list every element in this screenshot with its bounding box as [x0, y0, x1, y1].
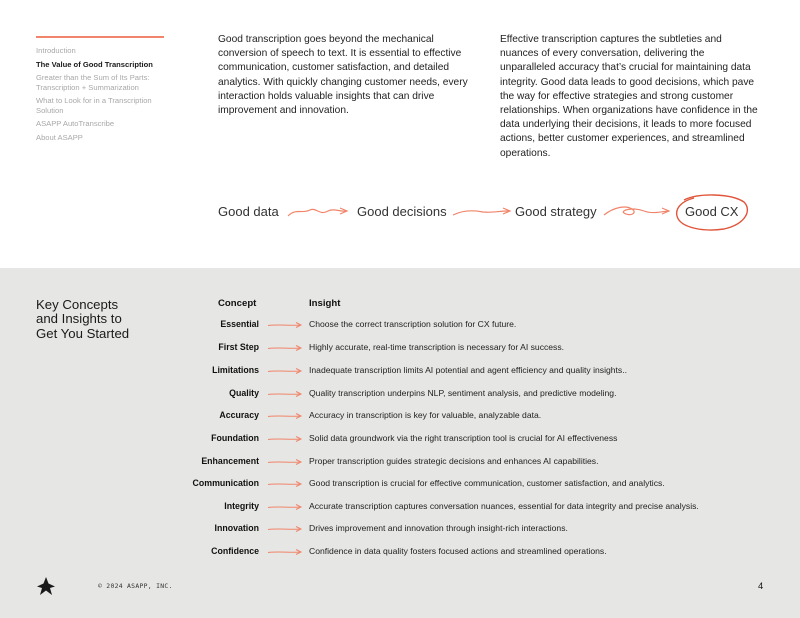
asapp-logo-icon — [36, 576, 56, 596]
concept-cell: Limitations — [212, 365, 259, 375]
flow-arrow-3-icon — [602, 201, 672, 221]
row-arrow-icon — [267, 480, 303, 488]
row-arrow-icon — [267, 367, 303, 375]
table-row — [0, 410, 800, 428]
flow-step-good-cx: Good CX — [685, 204, 739, 219]
row-arrow-icon — [267, 321, 303, 329]
row-arrow-icon — [267, 435, 303, 443]
concept-cell: Essential — [220, 319, 259, 329]
insight-cell: Confidence in data quality fosters focused actions and streamlined operations. — [309, 546, 607, 556]
concept-cell: Accuracy — [219, 410, 259, 420]
concept-cell: Communication — [192, 478, 259, 488]
insight-header-label: Insight — [309, 298, 341, 309]
intro-paragraph-1: Good transcription goes beyond the mechanical conversion of speech to text. It is essential to effective communication, customer satisfaction, and detailed analytics. With quickly changing customer needs, every interaction holds valuable insights that can drive improvement and innovation. — [218, 34, 468, 117]
table-row — [0, 342, 800, 360]
insight-column-header — [309, 298, 340, 309]
flow-arrow-2-icon — [451, 204, 513, 220]
sidebar-item-greater-than-sum[interactable]: Greater than the Sum of Its Parts: Transcription + Summarization — [36, 73, 150, 92]
row-arrow-icon — [267, 503, 303, 511]
table-row — [0, 433, 800, 451]
concept-cell: First Step — [218, 342, 259, 352]
table-row — [0, 319, 800, 337]
copyright-text: © 2024 ASAPP, INC. — [98, 582, 173, 590]
row-arrow-icon — [267, 525, 303, 533]
sidebar-item-value-of-good-transcription[interactable]: The Value of Good Transcription — [36, 59, 153, 69]
key-concepts-title-line-3: Get You Started — [36, 325, 130, 341]
sidebar-item-autotranscribe[interactable]: ASAPP AutoTranscribe — [36, 119, 115, 128]
flow-step-good-data: Good data — [218, 204, 279, 219]
concept-cell: Enhancement — [201, 456, 259, 466]
insight-cell: Accurate transcription captures conversation nuances, essential for data integrity and precise analysis. — [309, 501, 699, 511]
intro-paragraph-2: Effective transcription captures the subtleties and nuances of every conversation, delivering the unparalleled accuracy that’s crucial for maintaining data integrity. Good data leads to good decisions, which pave the way for effective strategies and strong customer relationships. When organizations have confidence in the data underlying their decisions, it leads to more focused actions, better customer experiences, and streamlined operations. — [500, 34, 758, 159]
flow-step-good-strategy: Good strategy — [515, 204, 597, 219]
concept-cell: Innovation — [214, 523, 259, 533]
flow-step-good-decisions: Good decisions — [357, 204, 447, 219]
insight-cell: Solid data groundwork via the right transcription tool is crucial for AI effectiveness — [309, 433, 618, 443]
sidebar-item-introduction[interactable]: Introduction — [36, 46, 76, 55]
sidebar-accent-rule — [36, 36, 164, 38]
row-arrow-icon — [267, 548, 303, 556]
flow-arrow-1-icon — [286, 204, 350, 220]
insight-cell: Good transcription is crucial for effective communication, customer satisfaction, and analytics. — [309, 478, 665, 488]
table-row — [0, 456, 800, 474]
concept-header-label: Concept — [218, 298, 257, 309]
concept-cell: Integrity — [224, 501, 259, 511]
concept-column-header — [218, 298, 256, 309]
sidebar-item-what-to-look-for[interactable]: What to Look for in a Transcription Solution — [36, 96, 152, 115]
key-concepts-title-line-1: Key Concepts — [36, 297, 119, 312]
table-row — [0, 388, 800, 406]
insight-cell: Drives improvement and innovation through insight-rich interactions. — [309, 523, 568, 533]
concept-cell: Confidence — [211, 546, 259, 556]
table-row — [0, 523, 800, 541]
table-row — [0, 365, 800, 383]
concept-cell: Quality — [229, 388, 259, 398]
row-arrow-icon — [267, 344, 303, 352]
sidebar-item-about-asapp[interactable]: About ASAPP — [36, 132, 83, 142]
table-row — [0, 501, 800, 519]
insight-cell: Quality transcription underpins NLP, sentiment analysis, and predictive modeling. — [309, 388, 617, 398]
row-arrow-icon — [267, 458, 303, 466]
table-row — [0, 546, 800, 564]
key-concepts-title-line-2: and Insights to — [36, 311, 122, 327]
insight-cell: Choose the correct transcription solution for CX future. — [309, 319, 517, 329]
insight-cell: Highly accurate, real-time transcription is necessary for AI success. — [309, 342, 565, 352]
insight-cell: Inadequate transcription limits AI potential and agent efficiency and quality insights.. — [309, 365, 628, 375]
table-row — [0, 478, 800, 496]
insight-cell: Accuracy in transcription is key for valuable, analyzable data. — [309, 410, 542, 420]
concept-cell: Foundation — [211, 433, 259, 443]
page-number: 4 — [758, 580, 764, 591]
sidebar-nav — [36, 36, 164, 146]
row-arrow-icon — [267, 390, 303, 398]
row-arrow-icon — [267, 412, 303, 420]
insight-cell: Proper transcription guides strategic decisions and enhances AI capabilities. — [309, 456, 599, 466]
